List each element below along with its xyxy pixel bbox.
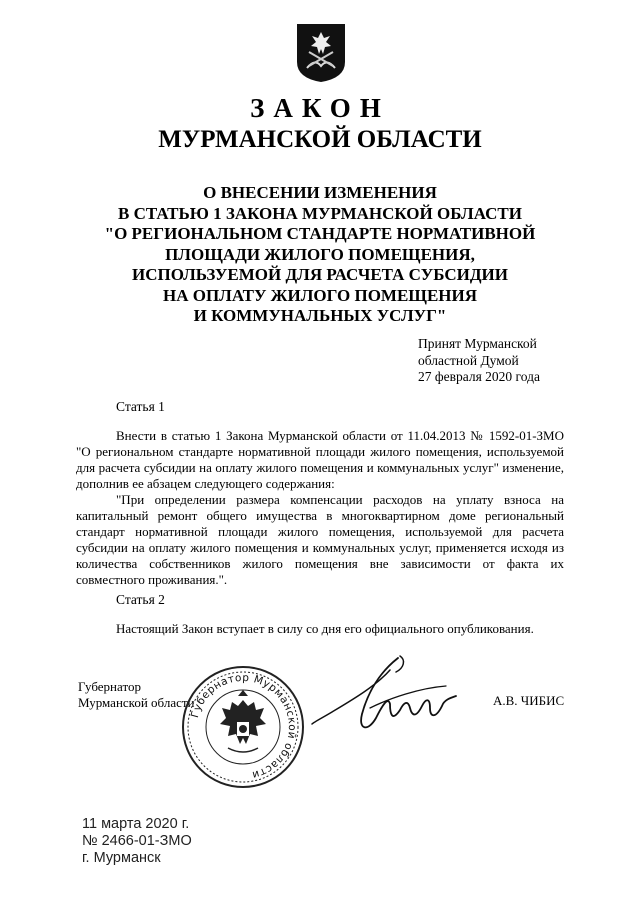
heading-line: И КОММУНАЛЬНЫХ УСЛУГ"	[193, 306, 447, 325]
adoption-line: областной Думой	[418, 352, 519, 368]
law-title: ЗАКОН	[250, 93, 390, 123]
signatory-position	[78, 679, 195, 711]
handwritten-signature-icon	[310, 652, 490, 762]
article-1-paragraph: Внести в статью 1 Закона Мурманской области от 11.04.2013 № 1592-01-ЗМО "О региональном стандарте нормативной площади жилого помещения, используемой для расчета субсидии на оплату жилого помещения и коммунальных услуг" изменение, дополнив ее абзацем следующего содержания:	[76, 428, 564, 491]
position-line: Мурманской области	[78, 695, 195, 710]
law-heading	[90, 183, 550, 327]
heading-line: "О РЕГИОНАЛЬНОМ СТАНДАРТЕ НОРМАТИВНОЙ	[104, 224, 536, 243]
heading-line: ИСПОЛЬЗУЕМОЙ ДЛЯ РАСЧЕТА СУБСИДИИ	[132, 265, 508, 284]
seal-text: Губернатор Мурманской области	[188, 671, 299, 782]
signatory-name: А.В. ЧИБИС	[493, 693, 565, 708]
article-2-body	[76, 621, 564, 637]
article-2-paragraph: Настоящий Закон вступает в силу со дня его официального опубликования.	[116, 621, 534, 636]
governor-seal-icon	[180, 664, 306, 790]
adoption-date: 27 февраля 2020 года	[418, 369, 540, 384]
region-title: МУРМАНСКОЙ ОБЛАСТИ	[158, 126, 482, 153]
article-1-quote: "При определении размера компенсации расходов на уплату взноса на капитальный ремонт общего имущества в многоквартирном доме региональный стандарт нормативной площади жилого помещения, используемой для расчета субсидии на оплату жилого помещения и коммунальных услуг, применяется исходя из количества собственников жилого помещения вне зависимости от факта их совместного проживания.".	[76, 492, 564, 587]
heading-line: НА ОПЛАТУ ЖИЛОГО ПОМЕЩЕНИЯ	[162, 285, 478, 305]
position-line: Губернатор	[78, 679, 141, 694]
signing-date: 11 марта 2020 г.	[82, 816, 190, 832]
adoption-line: Принят Мурманской	[418, 336, 537, 351]
adoption-note	[418, 336, 540, 386]
law-number: № 2466-01-ЗМО	[82, 833, 192, 849]
heading-line: В СТАТЬЮ 1 ЗАКОНА МУРМАНСКОЙ ОБЛАСТИ	[118, 203, 522, 223]
registration-block	[82, 816, 192, 867]
heading-line: О ВНЕСЕНИИ ИЗМЕНЕНИЯ	[203, 183, 437, 202]
signing-city: г. Мурманск	[82, 850, 161, 866]
article-1-label: Статья 1	[116, 399, 165, 414]
murmansk-coat-of-arms-icon	[295, 22, 347, 84]
heading-line: ПЛОЩАДИ ЖИЛОГО ПОМЕЩЕНИЯ,	[165, 244, 475, 264]
article-2-label: Статья 2	[116, 592, 165, 607]
article-1-body	[76, 428, 564, 588]
